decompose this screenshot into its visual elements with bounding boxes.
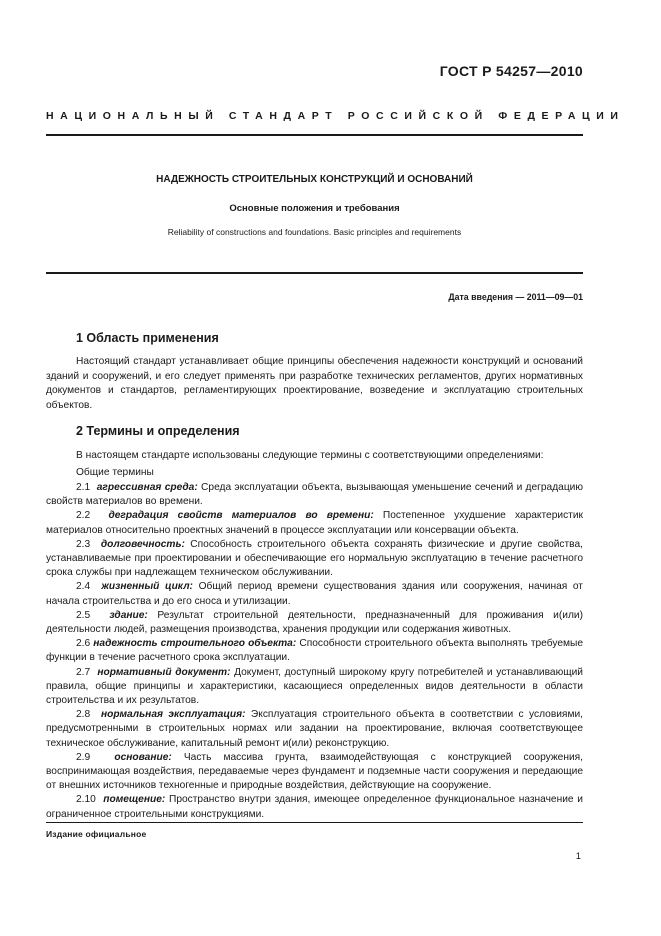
- definitions-list: [46, 481, 583, 822]
- title-divider: [46, 272, 583, 274]
- definition-item: [46, 538, 583, 581]
- definition-number: 2.7: [76, 666, 91, 678]
- definition-item: [46, 708, 583, 751]
- definition-term: надежность строительного объекта:: [93, 638, 297, 650]
- definition-number: 2.2: [76, 510, 91, 522]
- document-subtitle: Основные положения и требования: [229, 203, 400, 214]
- definition-text: Способность строительного объекта сохранять физические и другие свойства, устанавливаемые при проектировании и обеспечивающие его нормальную эксплуатацию в течение расчетного срока службы при надлежащем техническом обслуживании.: [46, 538, 583, 579]
- definition-term: основание:: [114, 751, 172, 763]
- definition-term: здание:: [109, 609, 148, 621]
- official-edition-label: Издание официальное: [46, 829, 147, 839]
- definition-number: 2.4: [76, 581, 91, 593]
- definition-term: жизненный цикл:: [101, 581, 193, 593]
- definition-text: Пространство внутри здания, имеющее определенное функциональное назначение и ограниченное строительными конструкциями.: [46, 794, 583, 820]
- scope-paragraph: Настоящий стандарт устанавливает общие принципы обеспечения надежности конструкций и оснований зданий и сооружений, и его следует применять при разработке технических регламентов, других нормативных документов и стандартов, регламентирующих проектирование, возведение и эксплуатацию строительных объектов.: [46, 356, 583, 411]
- definition-term: долговечность:: [100, 538, 185, 550]
- definition-item: [46, 509, 583, 537]
- definition-term: помещение:: [103, 794, 166, 806]
- definition-number: 2.5: [76, 609, 91, 621]
- definition-text: Общий период времени существования здания или сооружения, начиная от начала строительства и до его сноса и утилизации.: [46, 581, 583, 607]
- definition-text: Результат строительной деятельности, предназначенный для проживания и(или) деятельности людей, размещения производства, хранения продукции или содержания животных.: [46, 609, 583, 636]
- document-title: НАДЕЖНОСТЬ СТРОИТЕЛЬНЫХ КОНСТРУКЦИЙ И ОСНОВАНИЙ: [156, 174, 473, 185]
- definition-number: 2.9: [76, 751, 91, 763]
- footer-divider: [46, 822, 583, 823]
- definition-item: [46, 580, 583, 608]
- definition-item: [46, 637, 583, 665]
- header-divider: [46, 134, 583, 136]
- definition-text: Документ, доступный широкому кругу потребителей и устанавливающий правила, общие принципы и характеристики, касающиеся определенных видов деятельности в области строительства и их результатов.: [46, 666, 583, 707]
- definition-number: 2.10: [76, 794, 96, 806]
- definition-number: 2.8: [76, 709, 91, 721]
- definition-item: [46, 481, 583, 509]
- definition-text: Способности строительного объекта выполнять требуемые функции в течение расчетного срока эксплуатации.: [46, 638, 583, 664]
- definition-text: Среда эксплуатации объекта, вызывающая уменьшение сечений и деградацию свойств материалов во времени.: [46, 482, 583, 508]
- national-standard-title: НАЦИОНАЛЬНЫЙ СТАНДАРТ РОССИЙСКОЙ ФЕДЕРАЦИИ: [46, 110, 625, 122]
- definition-text: Эксплуатация строительного объекта в соответствии с условиями, предусмотренными в строительных нормах или задании на проектирование, включая соответствующее техническое обслуживание, капитальный ремонт и(или) реконструкцию.: [46, 709, 583, 749]
- terms-intro: В настоящем стандарте использованы следующие термины с соответствующими определениями:: [76, 450, 544, 461]
- definition-item: [46, 793, 583, 821]
- page-number: 1: [575, 851, 581, 862]
- definition-term: нормальная эксплуатация:: [100, 709, 246, 721]
- definition-item: [46, 666, 583, 709]
- general-terms-label: Общие термины: [76, 467, 154, 478]
- section-heading-terms: 2 Термины и определения: [76, 424, 240, 438]
- document-number: ГОСТ Р 54257—2010: [439, 63, 583, 79]
- definition-text: Часть массива грунта, взаимодействующая с конструкцией сооружения, воспринимающая воздействия, передаваемые через фундамент и подземные части сооружения и передающие от внешних источников техногенные и природные воздействия, действующие на сооружение.: [46, 751, 583, 792]
- definition-number: 2.3: [76, 538, 91, 550]
- definition-term: деградация свойств материалов во времени:: [108, 510, 374, 522]
- definition-number: 2.1: [76, 482, 91, 493]
- definition-term: агрессивная среда:: [96, 482, 198, 493]
- english-title: Reliability of constructions and foundations. Basic principles and requirements: [167, 227, 462, 237]
- definition-term: нормативный документ:: [97, 666, 231, 678]
- section-heading-scope: 1 Область применения: [76, 331, 219, 345]
- definition-item: [46, 751, 583, 794]
- definition-item: [46, 609, 583, 637]
- introduction-date: Дата введения — 2011—09—01: [448, 292, 583, 302]
- definition-text: Постепенное ухудшение характеристик материалов относительно проектных значений в процессе эксплуатации или консервации объекта.: [46, 510, 583, 536]
- definition-number: 2.6: [76, 638, 91, 650]
